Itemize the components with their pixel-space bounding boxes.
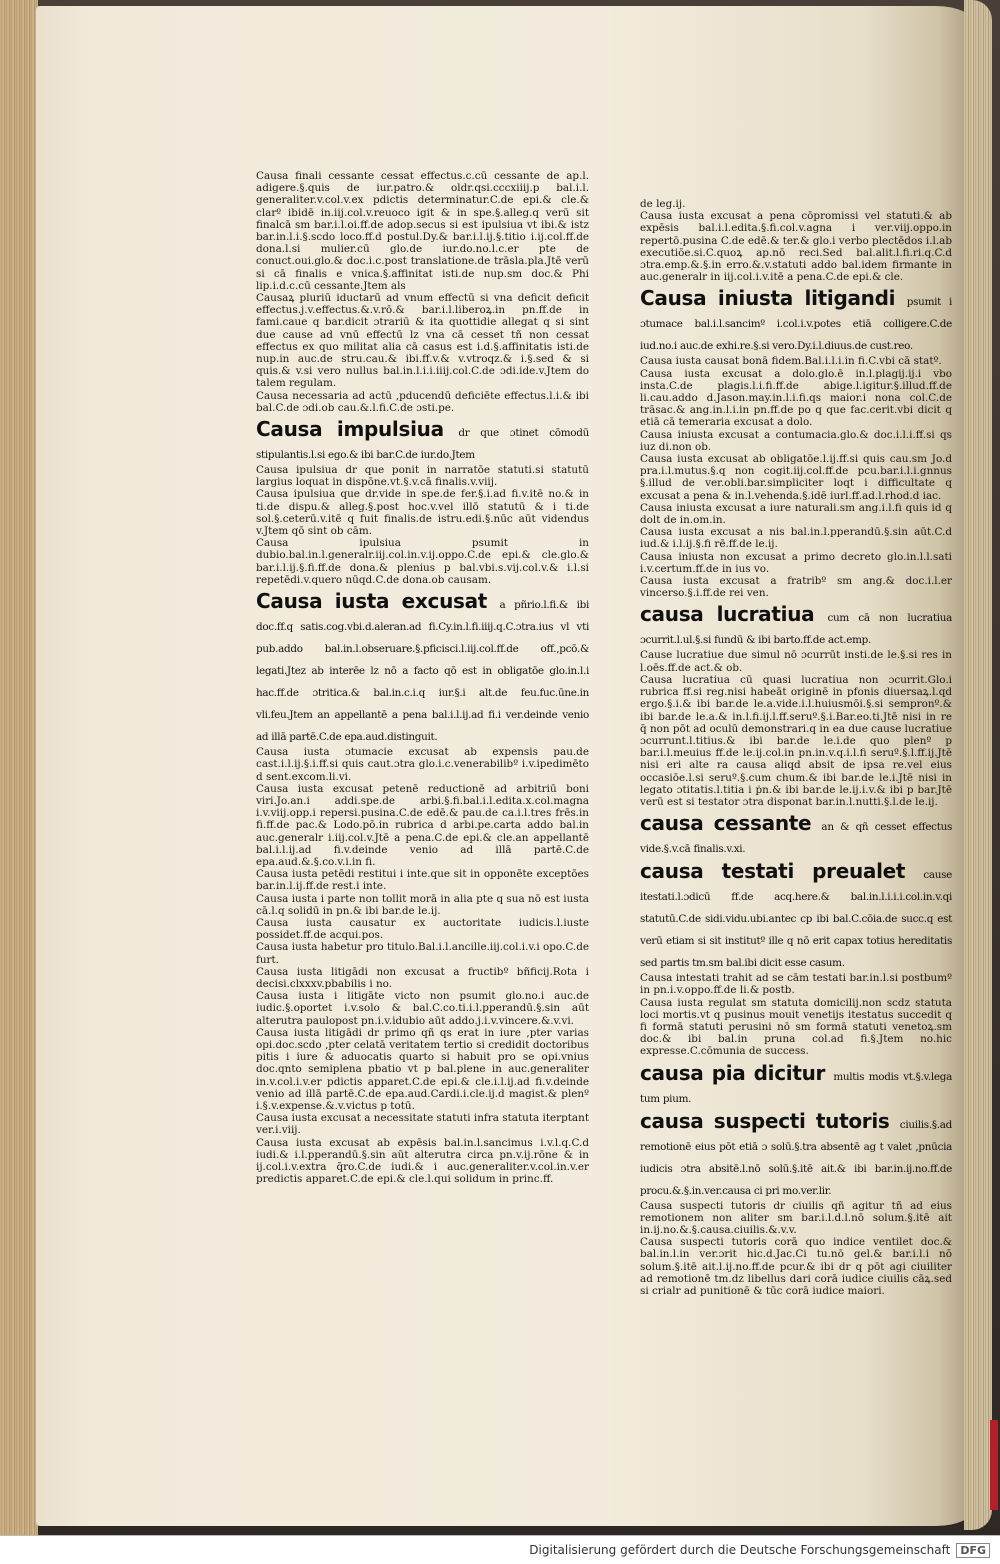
index-entry: Causa iusta excusat a fratribº sm ang.& doc.i.l.er vincerso.§.i.ff.de rei ven.	[640, 575, 952, 600]
heading-note: a pñrio.l.fi.& ibi doc.ff.q satis.cog.vbi.d.aleran.ad fi.Cy.in.l.fi.iiij.q.C.ɔtra.ius vl vti pub.addo bal.in.l.obseruare.§.pficisci.l.iij.col.ff.de off.,pcō.& legati.Jtez ab interēe lz nō a facto qō est in obligatōe glo.in.l.i hac.ff.de ɔtritica.& bal.in.c.i.q iur.§.i alt.de feu.fuc.ūne.in vli.feu.Jtem an appellantē a pena bal.i.l.ij.ad fi.i ver.deinde venio ad illā partē.C.de epa.aud.distinguit.	[256, 599, 589, 744]
heading-note: dr que ɔtinet cōmodū stipulantis.l.si ego.& ibi bar.C.de iur.do.Jtem	[256, 427, 589, 462]
index-entry: Causa iusta i parte non tollit morā in alia pte q sua nō est iusta cā.l.q solidū in pn.& ibi bar.de le.ij.	[256, 892, 589, 917]
entry-heading	[640, 1110, 952, 1198]
index-entry: Causa iusta litigādi dr primo qñ qs erat in iure ,pter varias opi.doc.scdo ,pter celatā veritatem tertio si credidit doctoribus pitis i iure & aduocatis quarto si habuit pro se opi.vnius doc.qnto semiplena pbatio vt p bal.plene in auc.generaliter in.v.col.i.v.er pdictis apparet.C.de epi.& cle.i.l.ij.ad fi.v.deinde venio ad illā partē.C.de epa.aud.Cardi.i.cle.ij.d magist.& plenº i.§.v.expense.&.v.victus p totū.	[256, 1026, 589, 1112]
index-entry: Causa iusta petēdi restitui i inte.que sit in opponēte exceptōes bar.in.l.ij.ff.de rest.i inte.	[256, 868, 589, 893]
index-entry: Causa iusta excusat ab obligatōe.l.ij.ff.si quis cau.sm Jo.d pra.i.l.mutus.§.q non cogit.iij.col.ff.de pcu.bar.i.l.i.gnnus §.illud de ver.obli.bar.simpliciter loqt i difficultate q excusat a pena & in.l.vehenda.§.idē iurl.ff.ad.l.rhod.d iac.	[640, 453, 952, 502]
dfg-logo: DFG	[956, 1543, 990, 1558]
index-entry: Causa iusta excusat ab expēsis bal.in.l.sancimus i.v.l.q.C.d iudi.& i.l.pperandū.§.sin aūt alterutra circa pn.v.ij.rōne & in ij.col.i.v.extra q̄ro.C.de iudi.& i auc.generaliter.v.col.in.v.er predictis apparet.C.de epi.& cle.l.qui solidum in princ.ff.	[256, 1136, 589, 1186]
index-entry: Causa iusta habetur pro titulo.Bal.i.l.ancille.iij.col.i.v.i opo.C.de furt.	[256, 941, 589, 966]
entry-heading	[640, 860, 952, 970]
index-entry: Causa ipulsiua psumit in dubio.bal.in.l.generalr.iij.col.in.v.ij.oppo.C.de epi.& cle.glo.& bar.i.l.ij.§.fi.ff.de dona.& plenius p bal.vbi.s.vij.col.v.& i.l.si repetēdi.v.quero nūqd.C.de dona.ob causam.	[256, 537, 589, 586]
index-entry: Causa iniusta excusat a iure naturali.sm ang.i.l.fi quis id q dolt de in.om.in.	[640, 501, 952, 527]
entry-heading	[256, 418, 589, 462]
left-text-column	[256, 170, 589, 1185]
index-entry: Causa iusta excusat a nis bal.in.l.pperandū.§.sin aūt.C.d iud.& i.l.ij.§.fi rē.ff.de le.ij.	[640, 526, 952, 551]
page-stack-right-edge	[964, 0, 992, 1530]
heading-note: cum cā non lucratiua ɔcurrit.l.ul.§.si fundū & ibi barto.ff.de act.emp.	[640, 612, 953, 647]
page-stack-left-edge	[0, 0, 38, 1564]
index-entry: Causa iniusta excusat a contumacia.glo.& doc.i.l.i.ff.si qs iuz di.non ob.	[640, 428, 952, 453]
heading-note: ciuilis.§.ad remotionē eius pōt etiā ɔ solū.§.tra absentē ag t valet ,pnūcia iudicis ɔtra absitē.l.nō solū.§.itē ait.& ibi bar.in.ij.no.ff.de procu.&.§.in.ver.causa ci pri mo.ver.lir.	[640, 1118, 952, 1197]
index-entry: Causa iusta excusat a necessitate statuti infra statuta iterptant ver.i.viij.	[256, 1112, 589, 1137]
heading-note: multis modis vt.§.v.lega tum pium.	[640, 1070, 953, 1105]
index-entry: Causa iniusta non excusat a primo decreto glo.in.l.l.sati i.v.certum.ff.de in ius vo.	[640, 550, 952, 575]
heading-title: Causa impulsiua	[256, 417, 444, 442]
red-page-marker	[990, 1420, 998, 1510]
index-entry: Causa iusta regulat sm statuta domicilij.non scdz statuta loci mortis.vt q pusinus mouit venetijs itestatus succedit q fi formā statuti perusini nō sm formā statuti venetoꝝ.sm doc.& ibi bal.in pruna col.ad fi.§.Jtem no.hic expresse.C.cōmunia de success.	[640, 996, 952, 1058]
right-text-column	[640, 198, 952, 1297]
entry-heading	[640, 812, 952, 856]
entry-heading	[640, 603, 952, 647]
index-entry: Causa ipulsiua que dr.vide in spe.de fer.§.i.ad fi.v.itē no.& in ti.de dispu.& alleg.§.post hoc.v.vel illō statutū & i ti.de sol.§.ceterū.v.itē q fuit finalis.de istru.edi.§.nūc aūt videndus v.Jtem qō sint ob cām.	[256, 488, 589, 538]
heading-title: causa suspecti tutoris	[640, 1108, 890, 1133]
index-entry: Causaꝝ pluriū iductarū ad vnum effectū si vna deficit deficit effectus.j.v.effectus.&.v.rō.& bar.i.l.liberoꝝ.in pn.ff.de in fami.caue q bar.dicit ɔtrariū & ita quottidie allegat q si sint due cause ad vnū effectū lz vna cā cesset tñ non cessat effectus ex quo militat alia cā casus est i.d.§.affinitatis isti.de nup.in auc.de stru.cau.& ibi.ff.v.& v.vtroqz.& i.§.sed & si quis.& v.si vero nullus bal.in.l.i.i.iiij.col.C.de ɔdi.ide.v.Jtem do talem regulam.	[256, 292, 589, 390]
heading-title: causa pia dicitur	[640, 1060, 826, 1085]
index-entry: Causa iusta ɔtumacie excusat ab expensis pau.de cast.i.l.ij.§.i.ff.si quis caut.ɔtra glo.i.c.venerabilibº i.v.ipedimēto d sent.excom.li.vi.	[256, 746, 589, 783]
index-entry: Causa suspecti tutoris corā quo indice ventilet doc.& bal.in.l.in ver.ɔrit hic.d.Jac.Ci tu.nō gel.& bar.i.l.i nō solum.§.itē ait.l.ij.no.ff.de pcur.& ibi dr q pōt agi ciuiliter ad remotionē tm.dz libellus dari corā iudice ciuilis cāꝝ.sed si crialr ad punitionē & tūc corā iudice maiori.	[640, 1236, 952, 1297]
index-entry: Causa iusta excusat petenē reductionē ad arbitriū boni viri.Jo.an.i addi.spe.de arbi.§.fi.bal.i.l.edita.x.col.magna i.v.viij.opp.i repersi.pusina.C.de edē.& pau.de ca.i.l.tres frēs.in fi.ff.de pac.& Lodo.pō.in rubrica d arbi.pe.carta addo bal.in auc.generalr i.iij.col.v.Jtē a pena.C.de epi.& cle.an appellantē bal.i.l.ij.ad fi.v.deinde venio ad illā partē.C.de epa.aud.&.§.co.v.i.in fi.	[256, 782, 589, 868]
heading-title: causa testati preualet	[640, 859, 906, 884]
index-entry: de leg.ij.	[640, 198, 686, 210]
index-entry: Causa iusta excusat a dolo.glo.ē in.l.plagij.ij.i vbo insta.C.de plagis.l.i.fi.ff.de abige.l.igitur.§.illud.ff.de li.cau.addo d.Jason.may.in.l.i.fi.qs maior.i nona col.C.de trāsac.& ang.in.l.i.in pn.ff.de po q que fac.cerit.vbi dicit q etiā cā temeraria excusat a dolo.	[640, 367, 952, 429]
index-entry: Causa intestati trahit ad se cām testati bar.in.l.si postbumº in pn.i.v.oppo.ff.de li.& postb.	[640, 972, 952, 997]
index-entry: Causa iusta i litigāte victo non psumit glo.no.i auc.de iudic.§.oportet i.v.solo & bal.C.co.ti.i.l.pperandū.§.sin aūt alterutra paulopost pn.i.v.idubio aūt addo.j.i.v.vincere.&.v.vi.	[256, 990, 589, 1027]
index-entry: Causa iusta excusat a pena cōpromissi vel statuti.& ab expēsis bal.i.l.edita.§.fi.col.v.agna i ver.viij.oppo.in repertō.pusina C.de edē.& ter.& glo.i verbo plectēdos i.l.ab executiōe.si.C.quoꝝ ap.nō reci.Sed bal.alit.l.fi.ri.q.C.d ɔtra.emp.&.§.in erro.&.v.statuti addo bal.idem firmante in auc.generalr in iij.col.i.v.itē a pena.C.de epi.& cle.	[640, 210, 952, 284]
index-entry: Causa iusta litigādi non excusat a fructibº bñficij.Rota i decisi.clxxxv.pbabilis i no.	[256, 965, 589, 990]
index-entry: Causa lucratiua cū quasi lucratiua non ɔcurrit.Glo.i rubrica ff.si reg.nisi habeāt originē in pfonis diuersaꝝ.l.qd ergo.§.i.& ibi bar.de le.a.vide.i.l.huiusmōi.§.si sempronº.& ibi bar.de le.a.& in.l.fi.ij.l.ff.seruº.§.i.Bar.eo.ti.Jtē nisi in re q̄ non pōt ad oculū demonstrari.q in ea due cause lucratiue ɔcurrunt.l.titius.& ibi bar.de le.i.de quo plenº p bar.i.l.meuius ff.de le.ij.col.in pn.in.v.q.i.l.fi seruº.§.l.ff.ij.Jtē nisi eri alte ra causa aliqd absit de ipsa re.vel eius occasiōe.l.si seruº.§.cum chum.& ibi bar.de le.i.Jtē nisi in legato ɔtitatis.l.titia i ṗn.& ibi bar.de le.ij.i.v.& ibi p bar.Jtē verū est si testator ɔtra disponat bar.in.l.nutti.§.l.de le.ij.	[640, 673, 952, 808]
index-entry: Causa suspecti tutoris dr ciuilis qñ agitur tñ ad eius remotionem non aliter sm bar.i.l.d.l.nō solum.§.itē ait in.ij.no.&.§.causa.ciuilis.&.v.v.	[640, 1199, 952, 1236]
entry-heading	[640, 287, 952, 353]
footer-credit: Digitalisierung gefördert durch die Deutsche Forschungsgemeinschaft	[529, 1543, 951, 1557]
footer-bar	[0, 1535, 1000, 1564]
index-entry: Causa necessaria ad actū ,pducendū deficiēte effectus.l.i.& ibi bal.C.de ɔdi.ob cau.&.l.fi.C.de ɔsti.pe.	[256, 389, 589, 414]
heading-title: causa cessante	[640, 811, 812, 836]
heading-title: Causa iusta excusat	[256, 589, 488, 614]
heading-title: Causa iniusta litigandi	[640, 286, 896, 311]
heading-title: causa lucratiua	[640, 602, 815, 627]
index-entry: Causa iusta causatur ex auctoritate iudicis.l.iuste possidet.ff.de acqui.pos.	[256, 916, 589, 942]
index-entry: Causa iusta causat bonā fidem.Bal.i.l.i.in fi.C.vbi cā statº.	[640, 355, 942, 368]
entry-heading	[640, 1062, 952, 1106]
heading-note: an & qñ cesset effectus vide.§.v.cā finalis.v.xi.	[640, 821, 952, 856]
heading-note: cause itestati.l.ɔdicū ff.de acq.here.& bal.in.l.i.i.i.col.in.v.qi statutū.C.de sidi.vidu.ubi.antec cp ibi bal.C.cōia.de succ.q est verū etiam si sit institutº ille q nō erit capax totius hereditatis sed partis tm.sm bal.ibi dicit esse casum.	[640, 869, 953, 970]
index-entry: Causa finali cessante cessat effectus.c.cū cessante de ap.l. adigere.§.quis de iur.patro.& oldr.qsi.cccxiiij.p bal.i.l. generaliter.v.col.v.ex pdictis determinatur.C.de epi.& cle.& clarº ibidē in.iij.col.v.reuoco igit & in spe.§.alleg.q verū sit finalcā sm bar.i.l.oi.ff.de adop.secus si est ipulsiua vt ibi.& istz bar.in.l.i.§.scdo loco.ff.d postul.Dy.& bar.i.l.ij.§.titio i.ij.col.ff.de dona.l.si mulier.cū glo.de iur.do.no.l.c.er pte de conuct.oui.glo.& doc.i.c.post translatione.de trāsla.pla.Jtē verū si cā finalis e vnica.§.affinitat isti.de nup.sm doc.& Phi lip.i.d.c.cū cessante.Jtem als	[256, 170, 589, 292]
heading-note: psumit i ɔtumace bal.i.l.sancimº i.col.i.v.potes etiā colligere.C.de iud.no.i auc.de exhi.re.§.si vero.Dy.i.l.diuus.de cust.reo.	[640, 296, 952, 353]
index-entry: Cause lucratiue due simul nō ɔcurrūt insti.de le.§.si res in l.oēs.ff.de act.& ob.	[640, 649, 952, 674]
entry-heading	[256, 590, 589, 744]
index-entry: Causa ipulsiua dr que ponit in narratōe statuti.si statutū largius loquat in dispōne.vt.§.v.cā finalis.v.viij.	[256, 464, 589, 489]
